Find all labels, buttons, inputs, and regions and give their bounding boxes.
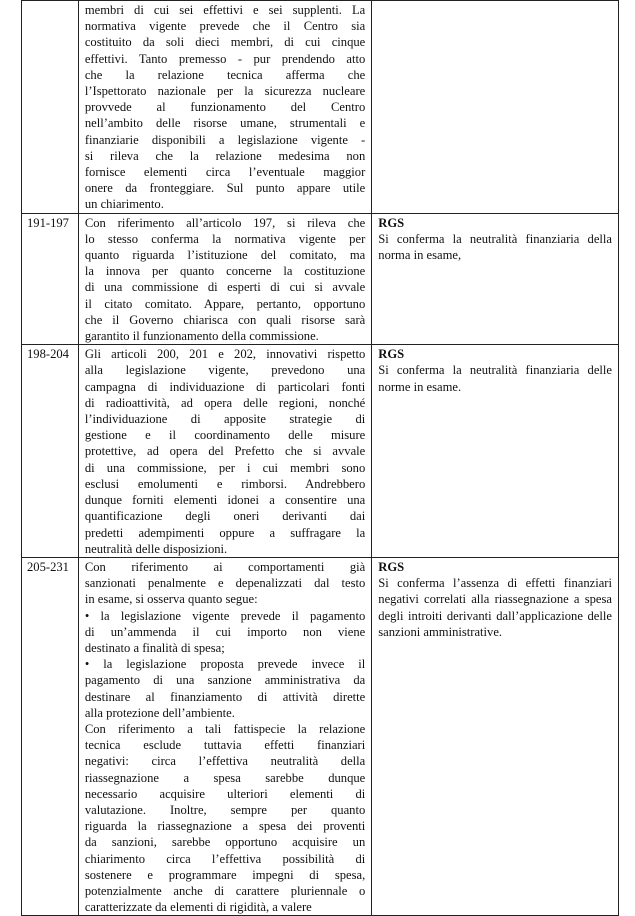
observation-text-line: Con riferimento a tali fattispecie la relazione [84,721,366,736]
observation-text-line: tecnica esclude tuttavia effetti finanziari [84,738,366,753]
observation-text-line: neutralità delle disposizioni. [84,541,228,556]
observation-text-line: costituito da soli dieci membri, di cui cinque [84,35,366,50]
observation-cell [78,345,371,558]
observation-text-line: chiarimento circa l’effettiva possibilità di [84,851,366,866]
observation-text-line: necessario acquisire ulteriori elementi di [84,786,366,801]
assessment-table [21,0,619,916]
observation-text-line: onere da fronteggiare. Sul punto appare utile [84,181,366,196]
response-cell [372,213,619,345]
observation-text-line: che la relazione tecnica afferma che [84,67,366,82]
observation-text-line: Gli articoli 200, 201 e 202, innovativi rispetto [84,347,366,362]
observation-text-line: • la legislazione proposta prevede invece il [84,657,366,672]
observation-text-line: nell’ambito delle risorse umane, strumentali e [84,116,366,131]
response-source-label: RGS [378,347,405,362]
observation-text-line: Con riferimento ai comportamenti già [84,559,366,574]
observation-text-line: da sanzioni, sarebbe opportuno acquisire un [84,835,366,850]
article-range: 198-204 [27,347,69,362]
observation-text-line: campagna di individuazione di particolari fonti [84,379,366,394]
observation-text-line: normativa vigente prevede che il Centro sia [84,19,366,34]
observation-text-line: l’Ispettorato nazionale per la sicurezza nucleare [84,84,366,99]
article-range-cell [22,1,79,214]
response-source-label: RGS [378,559,405,574]
observation-text-line: negativi: circa l’effettiva neutralità della [84,754,366,769]
observation-text-line: valutazione. Inoltre, sempre per quanto [84,802,366,817]
response-text-line: Si conferma la neutralità finanziaria delle [378,363,612,378]
observation-text-line: di radioattività, ad opera delle regioni, nonché [84,395,366,410]
observation-text-line: di un’ammenda il cui importo non viene [84,624,366,639]
observation-text-line: predetti adempimenti oppure a suffragare la [84,525,366,540]
table-row [22,345,619,558]
observation-cell [78,1,371,214]
observation-text-line: lo stesso conferma la normativa vigente per [84,231,366,246]
observation-text-line: Con riferimento all’articolo 197, si rileva che [84,215,366,230]
observation-text-line: alla legislazione vigente, prevedono una [84,363,366,378]
article-range: 191-197 [27,215,69,230]
response-text-line: Si conferma l’assenza di effetti finanziari [378,576,612,591]
response-text-line: degli introiti derivanti dall’applicazione delle [378,608,612,623]
table-row [22,213,619,345]
observation-text-line: effettivi. Tanto premesso - pur prendendo atto [84,51,366,66]
observation-text-line: la innova per quanto concerne la costituzione [84,264,366,279]
observation-text-line: riassegnazione a spesa sarebbe dunque [84,770,366,785]
observation-text-line: garantito il funzionamento della commissione. [84,329,319,344]
observation-text-line: sostenere e programmare impegni di spesa, [84,867,366,882]
observation-text-line: • la legislazione vigente prevede il pagamento [84,608,366,623]
response-text-line: norma in esame, [378,248,462,263]
observation-text-line: provvede al funzionamento del Centro [84,100,366,115]
response-cell [372,557,619,915]
observation-text-line: un chiarimento. [84,197,164,212]
observation-text-line: esclusi emolumenti e rimborsi. Andrebbero [84,476,366,491]
observation-text-line: caratterizzate da elementi di rigidità, a valere [84,900,312,915]
observation-text-line: di una commissione, per i cui membri sono [84,460,366,475]
observation-text-line: dunque forniti elementi idonei a consentire una [84,493,366,508]
observation-text-line: che il Governo chiarisca con quali risorse sarà [84,312,366,327]
observation-text-line: pagamento di una sanzione amministrativa da [84,673,366,688]
observation-text-line: in esame, si osserva quanto segue: [84,592,258,607]
table-row [22,1,619,214]
observation-text-line: riguarda la riassegnazione a spesa dei proventi [84,819,366,834]
response-text-line: norme in esame. [378,379,462,394]
observation-text-line: destinato a finalità di spesa; [84,640,225,655]
observation-text-line: gestione e il coordinamento delle misure [84,428,366,443]
table-row [22,557,619,915]
table-body [22,1,619,916]
observation-text-line: quantificazione degli oneri derivanti dai [84,509,366,524]
response-text-line: sanzioni amministrative. [378,624,503,639]
observation-text-line: potenzialmente anche di carattere pluriennale o [84,883,366,898]
article-range-cell [22,213,79,345]
observation-text-line: fornisce elementi circa l’eventuale maggior [84,165,366,180]
observation-text-line: di una commissione di esperti di cui si avvale [84,280,366,295]
document-page [21,0,619,915]
observation-text-line: il citato comitato. Appare, pertanto, opportuno [84,296,366,311]
article-range-cell [22,345,79,558]
article-range-cell [22,557,79,915]
observation-text-line: quanto riguarda l’istituzione del comitato, ma [84,248,366,263]
response-text-line: Si conferma la neutralità finanziaria della [378,231,612,246]
response-text-line: negativi correlati alla riassegnazione a spesa [378,592,612,607]
article-range: 205-231 [27,559,69,574]
observation-text-line: protettive, ad opera del Prefetto che si avvale [84,444,366,459]
observation-text-line: destinare al finanziamento di attività dirette [84,689,366,704]
observation-text-line: l’individuazione di apposite strategie di [84,412,366,427]
response-cell [372,345,619,558]
observation-text-line: sanzionati penalmente e depenalizzati dal testo [84,576,366,591]
observation-text-line: membri di cui sei effettivi e sei supplenti. La [84,3,366,17]
observation-text-line: alla protezione dell’ambiente. [84,705,235,720]
observation-cell [78,557,371,915]
response-cell [372,1,619,214]
observation-text-line: finanziarie disponibili a legislazione vigente - [84,132,366,147]
response-source-label: RGS [378,215,405,230]
observation-cell [78,213,371,345]
observation-text-line: si rileva che la relazione medesima non [84,148,366,163]
